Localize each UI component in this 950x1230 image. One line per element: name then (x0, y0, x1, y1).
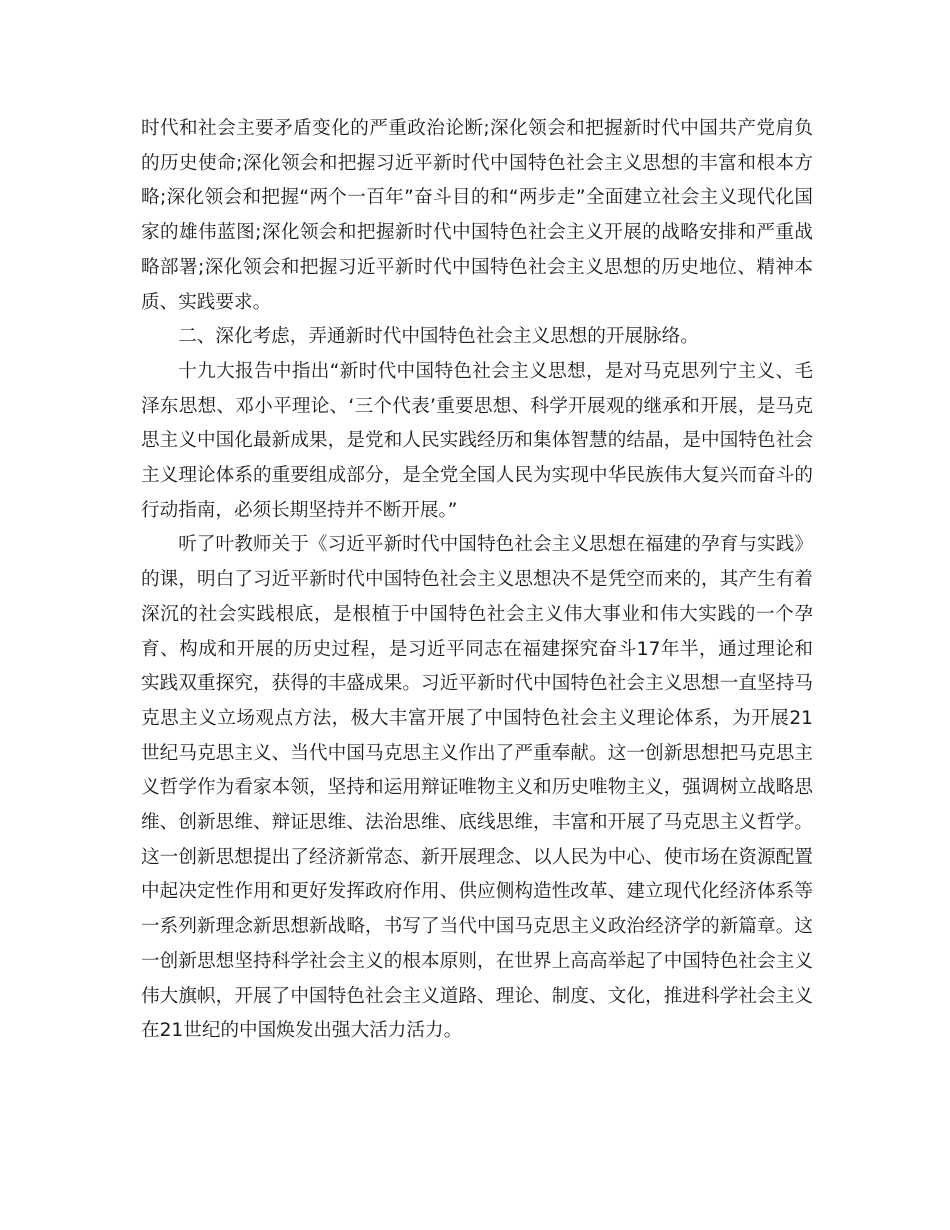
paragraph-report-quote: 十九大报告中指出“新时代中国特色社会主义思想，是对马克思列宁主义、毛泽东思想、邓小平理论、‘三个代表’重要思想、科学开展观的继承和开展，是马克思主义中国化最新成果，是党和人民实践经历和集体智慧的结晶，是中国特色社会主义理论体系的重要组成部分，是全党全国人民为实现中华民族伟大复兴而奋斗的行动指南，必须长期坚持并不断开展。” (141, 360, 813, 521)
document-body (141, 112, 813, 1049)
paragraph-lecture-reflection: 听了叶教师关于《习近平新时代中国特色社会主义思想在福建的孕育与实践》的课，明白了习近平新时代中国特色社会主义思想决不是凭空而来的，其产生有着深沉的社会实践根底，是根植于中国特色社会主义伟大事业和伟大实践的一个孕育、构成和开展的历史过程，是习近平同志在福建探究奋斗17年半，通过理论和实践双重探究，获得的丰盛成果。习近平新时代中国特色社会主义思想一直坚持马克思主义立场观点方法，极大丰富开展了中国特色社会主义理论体系，为开展21世纪马克思主义、当代中国马克思主义作出了严重奉献。这一创新思想把马克思主义哲学作为看家本领，坚持和运用辩证唯物主义和历史唯物主义，强调树立战略思维、创新思维、辩证思维、法治思维、底线思维，丰富和开展了马克思主义哲学。这一创新思想提出了经济新常态、新开展理念、以人民为中心、使市场在资源配置中起决定性作用和更好发挥政府作用、供应侧构造性改革、建立现代化经济体系等一系列新理念新思想新战略，书写了当代中国马克思主义政治经济学的新篇章。这一创新思想坚持科学社会主义的根本原则，在世界上高高举起了中国特色社会主义伟大旗帜，开展了中国特色社会主义道路、理论、制度、文化，推进科学社会主义在21世纪的中国焕发出强大活力活力。 (141, 534, 813, 1042)
section-heading-two: 二、深化考虑，弄通新时代中国特色社会主义思想的开展脉络。 (178, 326, 699, 348)
paragraph-continuation: 时代和社会主要矛盾变化的严重政治论断;深化领会和把握新时代中国共产党肩负的历史使命;深化领会和把握习近平新时代中国特色社会主义思想的丰富和根本方略;深化领会和把握“两个一百年”奋斗目的和“两步走”全面建立社会主义现代化国家的雄伟蓝图;深化领会和把握新时代中国特色社会主义开展的战略安排和严重战略部署;深化领会和把握习近平新时代中国特色社会主义思想的历史地位、精神本质、实践要求。 (141, 118, 813, 313)
